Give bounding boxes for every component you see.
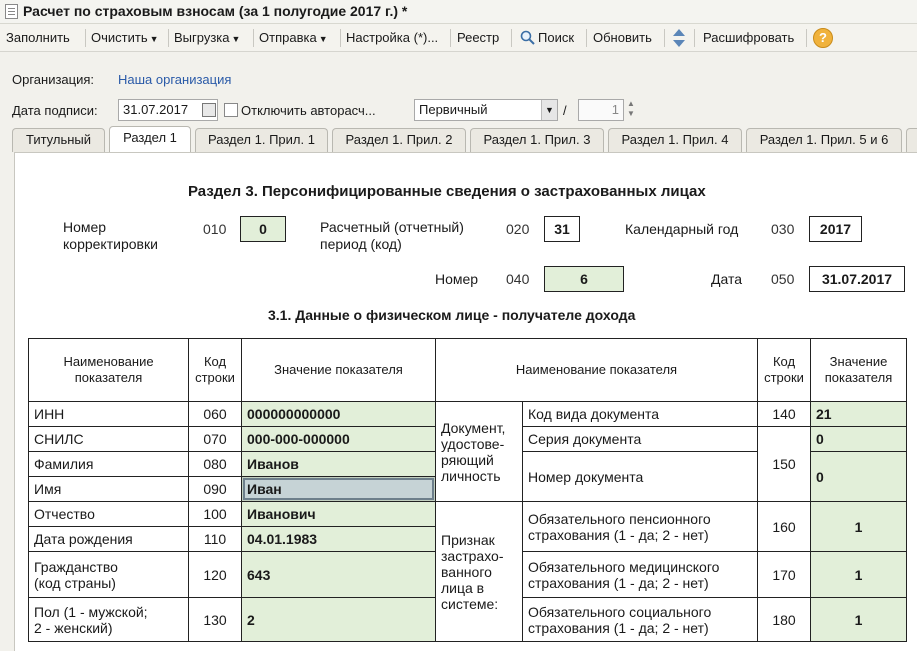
toolbar-separator (586, 29, 587, 47)
row-code-gender: 130 (189, 598, 242, 642)
header-indicator-name-right: Наименование показателя (436, 339, 758, 402)
row-code-doc-series-number: 150 (758, 427, 811, 502)
move-up-down-icon[interactable] (672, 28, 686, 48)
toolbar-separator (450, 29, 451, 47)
row-name-birth-date: Дата рождения (29, 527, 189, 552)
row-name-line: страхования (1 - да; 2 - нет) (528, 526, 709, 543)
birth-date-field[interactable]: 04.01.1983 (242, 527, 436, 552)
row-name-line: Пол (1 - мужской; (34, 603, 148, 620)
row-name-line: страхования (1 - да; 2 - нет) (528, 574, 709, 591)
slash-separator: / (563, 103, 567, 118)
header-indicator-value-right (811, 339, 907, 402)
number-label: Номер (435, 271, 479, 287)
header-text: показателя (74, 370, 143, 385)
help-icon[interactable]: ? (813, 28, 833, 48)
row-name-doc-series: Серия документа (523, 427, 758, 452)
social-field[interactable]: 1 (811, 598, 907, 642)
group-label-line: удостове- (441, 435, 505, 452)
tab-section-1-app-5-6[interactable]: Раздел 1. Прил. 5 и 6 (746, 128, 902, 152)
toolbar-separator (85, 29, 86, 47)
header-text: Наименование (63, 354, 154, 369)
header-line-code (189, 339, 242, 402)
snils-field[interactable]: 000-000-000000 (242, 427, 436, 452)
toolbar-separator (806, 29, 807, 47)
chevron-down-icon: ▼ (149, 34, 159, 44)
period-label-line1: Расчетный (отчетный) (320, 219, 464, 235)
correction-label (63, 219, 158, 253)
toolbar-separator (694, 29, 695, 47)
settings-button[interactable]: Настройка (*)... (346, 30, 439, 45)
toolbar-separator (511, 29, 512, 47)
period-label-line2: период (код) (320, 236, 402, 252)
group-label-line: ряющий (441, 451, 494, 468)
toolbar-separator (664, 29, 665, 47)
number-code: 040 (506, 271, 530, 287)
header-indicator-value: Значение показателя (242, 339, 436, 402)
fill-button[interactable]: Заполнить (6, 30, 70, 45)
report-type-select[interactable] (414, 99, 558, 121)
doc-series-field[interactable]: 0 (811, 427, 907, 452)
row-name-line: Обязательного медицинского (528, 558, 720, 575)
surname-field[interactable]: Иванов (242, 452, 436, 477)
clear-label: Очистить (91, 30, 148, 45)
group-label-line: Документ, (441, 419, 506, 436)
row-name-line: 2 - женский) (34, 619, 113, 636)
group-label-line: личность (441, 467, 501, 484)
tab-section-1-app-1[interactable]: Раздел 1. Прил. 1 (195, 128, 328, 152)
row-code-social: 180 (758, 598, 811, 642)
send-label: Отправка (259, 30, 317, 45)
row-code-medical: 170 (758, 552, 811, 598)
row-code-birth-date: 110 (189, 527, 242, 552)
correction-number-value: 1 (611, 102, 619, 117)
correction-label-line2: корректировки (63, 236, 158, 252)
header-text: строки (195, 370, 235, 385)
tab-title[interactable]: Титульный (12, 128, 105, 152)
first-name-value: Иван (243, 478, 434, 500)
group-label-line: системе: (441, 595, 499, 612)
row-name-social (523, 598, 758, 642)
doc-type-field[interactable]: 21 (811, 402, 907, 427)
date-label: Дата (711, 271, 743, 287)
row-name-line: Обязательного социального (528, 603, 712, 620)
header-indicator-name (29, 339, 189, 402)
date-field[interactable]: 31.07.2017 (809, 266, 905, 292)
search-icon (520, 30, 535, 45)
header-text: показателя (824, 370, 893, 385)
row-name-inn: ИНН (29, 402, 189, 427)
section-title: Раздел 3. Персонифицированные сведения о застрахованных лицах (188, 183, 706, 200)
tab-section-1-app-2[interactable]: Раздел 1. Прил. 2 (332, 128, 466, 152)
insured-group-label (436, 502, 523, 642)
report-type-value: Первичный (419, 102, 488, 117)
signature-date-value: 31.07.2017 (123, 102, 189, 117)
export-label: Выгрузка (174, 30, 230, 45)
calendar-year-code: 030 (771, 221, 795, 237)
chevron-down-icon: ▼ (318, 34, 328, 44)
calendar-year-field[interactable]: 2017 (809, 216, 862, 242)
tab-section-1[interactable]: Раздел 1 (109, 126, 191, 152)
correction-label-line1: Номер (63, 219, 107, 235)
row-name-patronymic: Отчество (29, 502, 189, 527)
date-code: 050 (771, 271, 795, 287)
row-code-first-name: 090 (189, 477, 242, 502)
send-button[interactable] (259, 29, 328, 47)
registry-button[interactable]: Реестр (457, 30, 500, 45)
search-button[interactable]: Поиск (538, 30, 575, 45)
toolbar-separator (253, 29, 254, 47)
chevron-down-icon: ▼ (231, 34, 241, 44)
row-name-medical (523, 552, 758, 598)
correction-number-field[interactable]: 0 (240, 216, 286, 242)
toolbar-separator (340, 29, 341, 47)
group-label-line: Признак (441, 531, 495, 548)
spinner-icon[interactable]: ▲ ▼ (627, 99, 635, 118)
person-data-table (28, 338, 907, 642)
header-text: Код (203, 354, 227, 369)
row-code-snils: 070 (189, 427, 242, 452)
doc-number-field[interactable]: 0 (811, 452, 907, 502)
toolbar-separator (168, 29, 169, 47)
group-label-line: лица в (441, 579, 485, 596)
inn-field[interactable]: 000000000000 (242, 402, 436, 427)
title-bar (0, 0, 917, 24)
disable-autocalc-checkbox[interactable] (224, 103, 238, 117)
row-name-pension (523, 502, 758, 552)
organization-link[interactable]: Наша организация (118, 72, 232, 87)
correction-code: 010 (203, 221, 227, 237)
decode-button[interactable]: Расшифровать (703, 30, 795, 45)
export-button[interactable] (174, 29, 240, 47)
row-name-line: страхования (1 - да; 2 - нет) (528, 619, 709, 636)
row-name-line: Обязательного пенсионного (528, 510, 711, 527)
calendar-year-label: Календарный год (625, 221, 739, 237)
tab-section-1-app-4[interactable]: Раздел 1. Прил. 4 (608, 128, 742, 152)
row-code-citizenship: 120 (189, 552, 242, 598)
row-code-surname: 080 (189, 452, 242, 477)
period-code: 020 (506, 221, 530, 237)
document-group-label (436, 402, 523, 502)
period-label (320, 219, 464, 253)
medical-field[interactable]: 1 (811, 552, 907, 598)
window-title: Расчет по страховым взносам (за 1 полугодие 2017 г.) * (23, 3, 408, 19)
row-name-doc-number: Номер документа (523, 452, 758, 502)
correction-number-input[interactable] (578, 99, 624, 121)
signature-date-label: Дата подписи: (12, 103, 98, 118)
row-code-inn: 060 (189, 402, 242, 427)
row-code-patronymic: 100 (189, 502, 242, 527)
header-line-code-right (758, 339, 811, 402)
number-field[interactable]: 6 (544, 266, 624, 292)
organization-label: Организация: (12, 72, 95, 87)
tab-section-1-app-3[interactable]: Раздел 1. Прил. 3 (470, 128, 604, 152)
row-name-surname: Фамилия (29, 452, 189, 477)
row-name-first-name: Имя (29, 477, 189, 502)
pension-field[interactable]: 1 (811, 502, 907, 552)
row-name-doc-type: Код вида документа (523, 402, 758, 427)
row-name-line: (код страны) (34, 574, 116, 591)
header-text: строки (764, 370, 804, 385)
first-name-field[interactable] (242, 477, 436, 502)
row-name-snils: СНИЛС (29, 427, 189, 452)
disable-autocalc-label: Отключить авторасч... (241, 103, 376, 118)
calendar-icon[interactable] (202, 103, 216, 117)
row-code-doc-type: 140 (758, 402, 811, 427)
group-label-line: ванного (441, 563, 492, 580)
patronymic-field[interactable]: Иванович (242, 502, 436, 527)
header-text: Значение (829, 354, 888, 369)
subsection-title: 3.1. Данные о физическом лице - получателе дохода (268, 307, 636, 323)
refresh-button[interactable]: Обновить (593, 30, 652, 45)
clear-button[interactable] (91, 29, 159, 47)
group-label-line: застрахо- (441, 547, 504, 564)
period-field[interactable]: 31 (544, 216, 580, 242)
chevron-down-icon[interactable]: ▼ (541, 100, 557, 120)
row-name-citizenship (29, 552, 189, 598)
row-name-gender (29, 598, 189, 642)
tab-overflow[interactable] (906, 128, 917, 152)
header-text: Код (772, 354, 796, 369)
gender-field[interactable]: 2 (242, 598, 436, 642)
row-name-line: Гражданство (34, 558, 118, 575)
document-icon (5, 4, 18, 19)
toolbar (0, 24, 917, 52)
row-code-pension: 160 (758, 502, 811, 552)
citizenship-field[interactable]: 643 (242, 552, 436, 598)
